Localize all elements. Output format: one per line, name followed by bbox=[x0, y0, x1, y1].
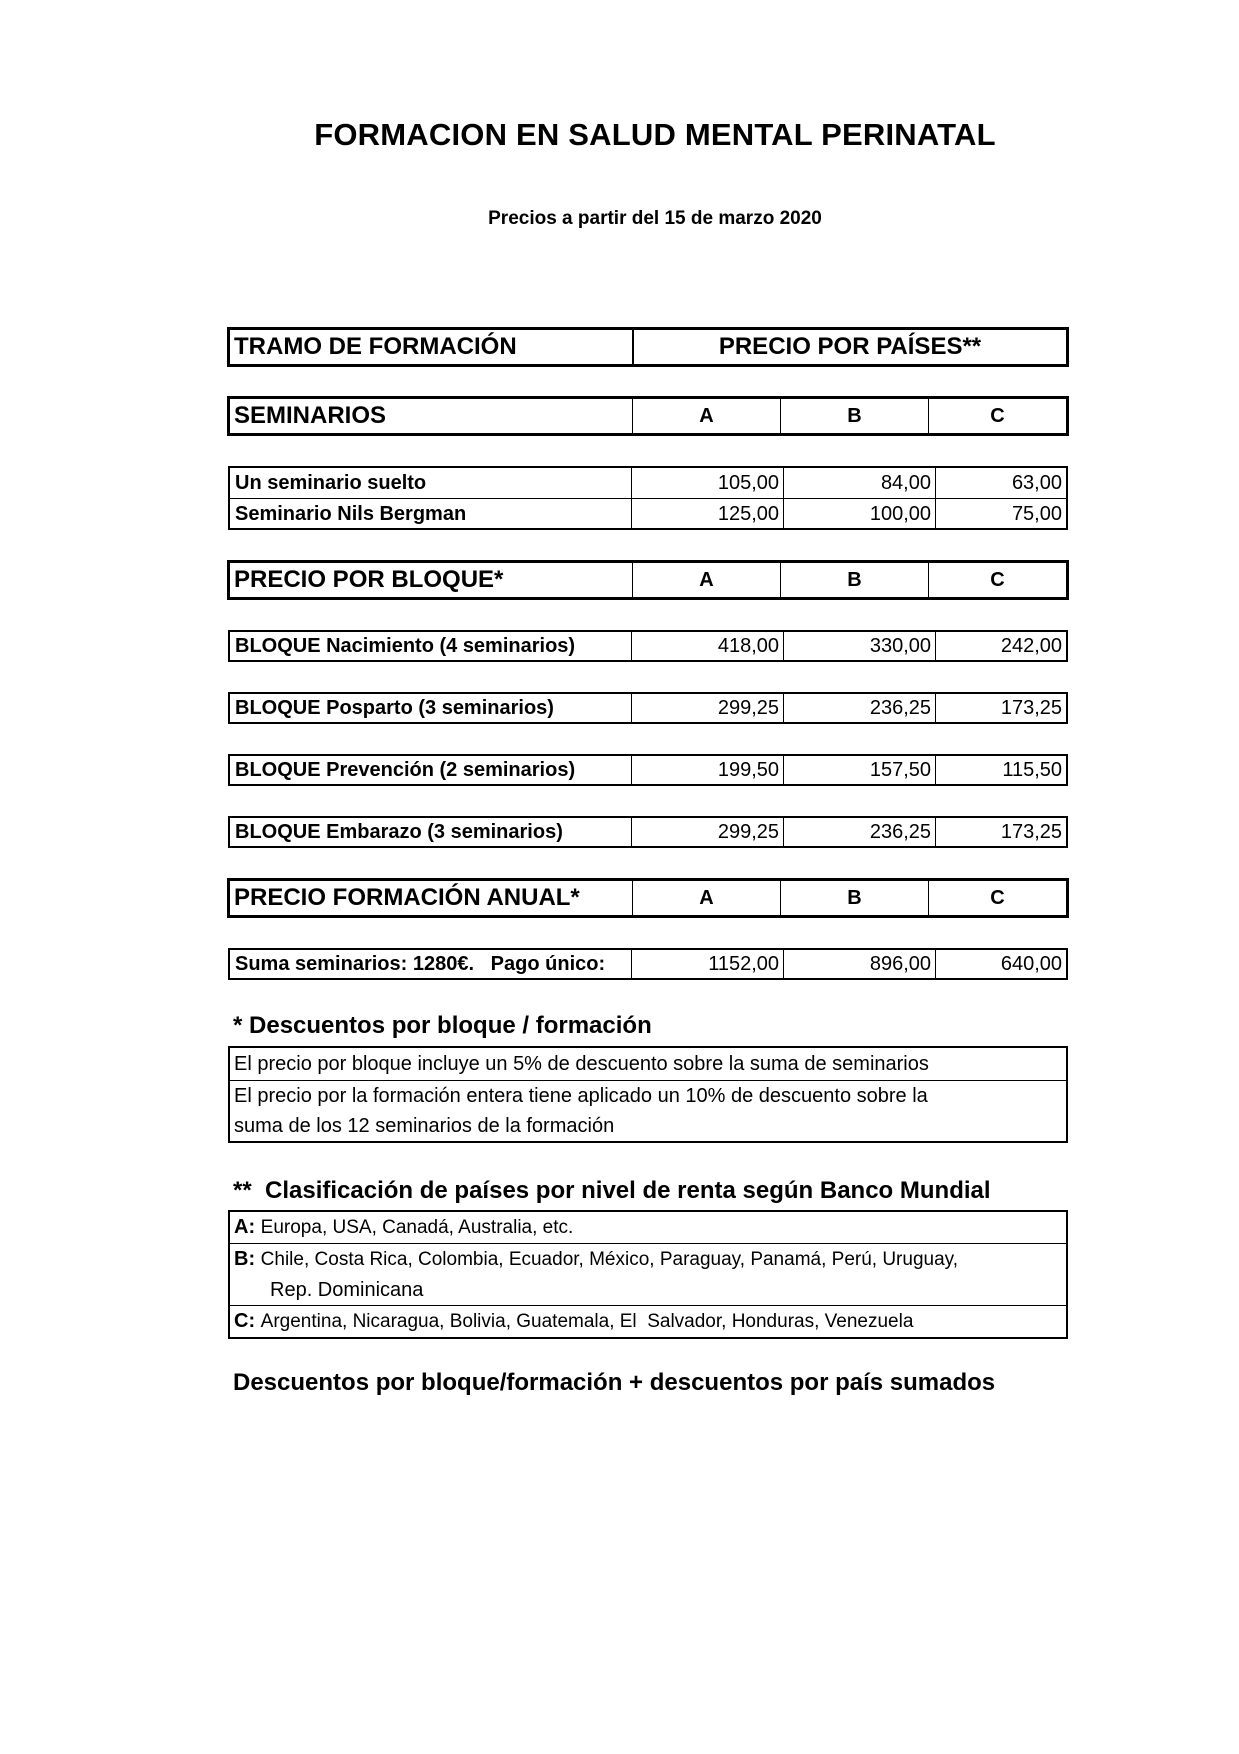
table-row bbox=[228, 692, 1068, 724]
row-label: Un seminario suelto bbox=[235, 471, 427, 494]
anual-heading: PRECIO FORMACIÓN ANUAL* bbox=[234, 884, 580, 911]
price-c: 63,00 bbox=[935, 468, 1066, 498]
price-c: 115,50 bbox=[935, 756, 1066, 784]
price-b: 100,00 bbox=[783, 499, 935, 529]
pais-key: B: bbox=[234, 1248, 256, 1270]
pais-row-c bbox=[230, 1305, 1066, 1337]
price-b: 330,00 bbox=[783, 632, 935, 660]
col-b-header: B bbox=[780, 399, 928, 433]
descuento-line: El precio por bloque incluye un 5% de descuento sobre la suma de seminarios bbox=[234, 1053, 929, 1075]
table-row bbox=[230, 498, 1066, 529]
price-c: 242,00 bbox=[935, 632, 1066, 660]
row-label: BLOQUE Prevención (2 seminarios) bbox=[235, 758, 576, 781]
page-subtitle: Precios a partir del 15 de marzo 2020 bbox=[488, 208, 822, 229]
price-a: 418,00 bbox=[631, 632, 783, 660]
price-a: 125,00 bbox=[631, 499, 783, 529]
pais-text: Argentina, Nicaragua, Bolivia, Guatemala, El Salvador, Honduras, Venezuela bbox=[260, 1311, 914, 1332]
descuento-line-part: suma de los 12 seminarios de la formación bbox=[234, 1115, 615, 1137]
anual-header bbox=[227, 878, 1069, 918]
col-a-header: A bbox=[632, 399, 780, 433]
col-c-header: C bbox=[928, 399, 1066, 433]
seminarios-header bbox=[227, 396, 1069, 436]
bloque-heading: PRECIO POR BLOQUE* bbox=[234, 566, 504, 593]
header-tramo: TRAMO DE FORMACIÓN bbox=[234, 333, 517, 360]
row-label: BLOQUE Posparto (3 seminarios) bbox=[235, 696, 554, 719]
row-label: Suma seminarios: 1280€. Pago único: bbox=[235, 952, 606, 975]
descuento-line bbox=[230, 1080, 1066, 1141]
clasificacion-heading: ** Clasificación de países por nivel de renta según Banco Mundial bbox=[233, 1177, 991, 1204]
price-b: 896,00 bbox=[783, 950, 935, 978]
pais-row-b bbox=[230, 1243, 1066, 1305]
price-b: 157,50 bbox=[783, 756, 935, 784]
pais-text: Chile, Costa Rica, Colombia, Ecuador, México, Paraguay, Panamá, Perú, Uruguay, bbox=[260, 1249, 959, 1270]
price-a: 199,50 bbox=[631, 756, 783, 784]
descuento-line-part: El precio por la formación entera tiene aplicado un 10% de descuento sobre la bbox=[234, 1085, 928, 1107]
pais-key: A: bbox=[234, 1216, 256, 1238]
header-precio: PRECIO POR PAÍSES** bbox=[632, 330, 1066, 364]
bloque-header bbox=[227, 560, 1069, 600]
price-c: 640,00 bbox=[935, 950, 1066, 978]
col-b-header: B bbox=[780, 881, 928, 915]
col-a-header: A bbox=[632, 563, 780, 597]
price-b: 236,25 bbox=[783, 694, 935, 722]
table-row bbox=[228, 948, 1068, 980]
table-row bbox=[230, 468, 1066, 498]
table-row bbox=[228, 816, 1068, 848]
price-b: 84,00 bbox=[783, 468, 935, 498]
row-label: BLOQUE Nacimiento (4 seminarios) bbox=[235, 634, 576, 657]
price-a: 105,00 bbox=[631, 468, 783, 498]
row-label: BLOQUE Embarazo (3 seminarios) bbox=[235, 820, 563, 843]
price-c: 75,00 bbox=[935, 499, 1066, 529]
clasificacion-box bbox=[228, 1210, 1068, 1339]
price-a: 299,25 bbox=[631, 818, 783, 846]
pais-row-a bbox=[230, 1212, 1066, 1243]
table-row bbox=[228, 754, 1068, 786]
pais-text-cont: Rep. Dominicana bbox=[270, 1279, 424, 1301]
row-label: Seminario Nils Bergman bbox=[235, 502, 467, 525]
col-c-header: C bbox=[928, 563, 1066, 597]
price-a: 299,25 bbox=[631, 694, 783, 722]
pais-text: Europa, USA, Canadá, Australia, etc. bbox=[260, 1217, 574, 1238]
price-b: 236,25 bbox=[783, 818, 935, 846]
col-c-header: C bbox=[928, 881, 1066, 915]
price-a: 1152,00 bbox=[631, 950, 783, 978]
pais-key: C: bbox=[234, 1310, 256, 1332]
footer-note: Descuentos por bloque/formación + descuentos por país sumados bbox=[233, 1369, 996, 1396]
col-b-header: B bbox=[780, 563, 928, 597]
table-header bbox=[227, 327, 1069, 367]
price-c: 173,25 bbox=[935, 694, 1066, 722]
col-a-header: A bbox=[632, 881, 780, 915]
price-c: 173,25 bbox=[935, 818, 1066, 846]
table-row bbox=[228, 630, 1068, 662]
descuentos-box bbox=[228, 1046, 1068, 1143]
page-title: FORMACION EN SALUD MENTAL PERINATAL bbox=[314, 117, 996, 152]
descuentos-heading: * Descuentos por bloque / formación bbox=[233, 1012, 652, 1039]
seminarios-table bbox=[228, 466, 1068, 530]
seminarios-heading: SEMINARIOS bbox=[234, 402, 387, 429]
